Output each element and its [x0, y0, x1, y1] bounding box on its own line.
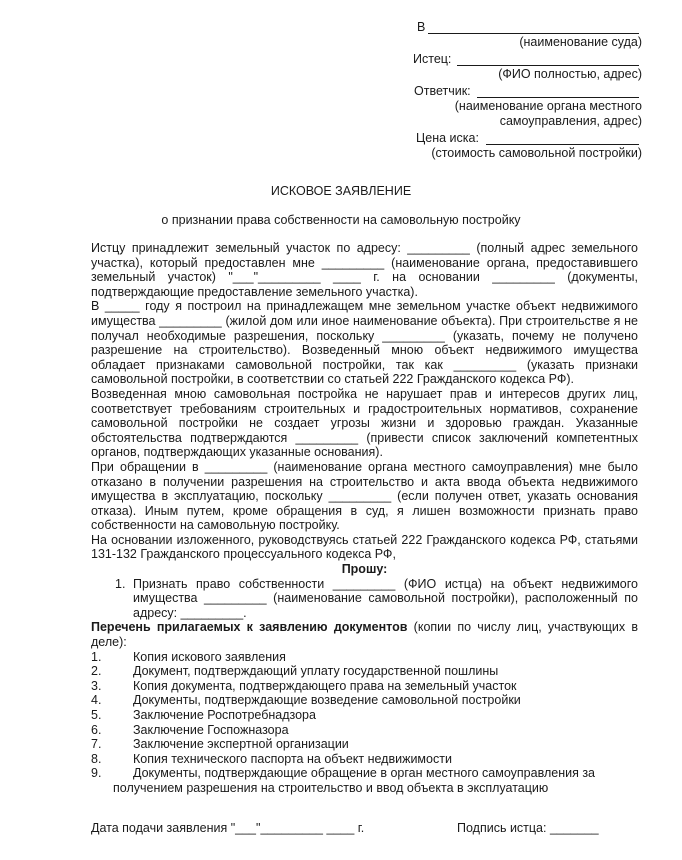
- paragraph-land: Истцу принадлежит земельный участок по адресу: _________ (полный адрес земельного участка), который предоставлен мне _________ (наименование органа, предоставившего земельный участок) "___"_________ ____ г. на основании _________ (документы, подтверждающие предоставление земельного участка).: [91, 241, 638, 299]
- paragraph-refusal: При обращении в _________ (наименование органа местного самоуправления) мне было отказано в получении разрешения на строительство и акта ввода объекта недвижимого имущества в эксплуатацию, поскольку _________ (если получен ответ, указать основания отказа). Иным путем, кроме обращения в суд, я лишен возможности признать право собственности на самовольную постройку.: [91, 459, 638, 533]
- document-number: 1.: [91, 649, 102, 664]
- paragraph-construction: В _____ году я построил на принадлежащем мне земельном участке объект недвижимого имущества _________ (жилой дом или иное наименование объекта). При строительстве я не получал необходимые разрешения, поскольку _________ (указать, почему не получено разрешение на строительство). Возведенный мною объект недвижимого имущества обладает признаками самовольной постройки, так как _________ (указать признаки самовольной постройки, в соответствии со статьей 222 Гражданского кодекса РФ).: [91, 299, 638, 387]
- document-item: [91, 766, 638, 795]
- document-number: 2.: [91, 664, 102, 679]
- addressee-block: [400, 20, 642, 161]
- document-text: Документы, подтверждающие обращение в орган местного самоуправления за: [133, 766, 595, 781]
- document-item: [91, 693, 638, 708]
- document-item: [91, 752, 638, 767]
- claim-price-label: Цена иска:: [416, 131, 479, 145]
- paragraph-compliance: Возведенная мною самовольная постройка не нарушает прав и интересов других лиц, соответствует требованиям строительных и градостроительных нормативов, сохранение самовольной постройки не создает угрозы жизни и здоровью граждан. Указанные обстоятельства подтверждаются _________ (привести список заключений компетентных органов, подтверждающих указанные основания).: [91, 386, 638, 460]
- defendant-row: [400, 84, 642, 99]
- document-number: 6.: [91, 722, 102, 737]
- court-note: (наименование суда): [519, 35, 642, 49]
- document-text: Копия документа, подтверждающего права на земельный участок: [133, 678, 517, 693]
- document-item: [91, 679, 638, 694]
- documents-heading: [91, 620, 638, 649]
- documents-heading-bold: Перечень прилагаемых к заявлению документов: [91, 620, 408, 635]
- document-number: 7.: [91, 737, 102, 752]
- filing-date: Дата подачи заявления "___"_________ ____ г.: [91, 821, 365, 835]
- signature-footer: [91, 821, 611, 837]
- court-field[interactable]: [428, 33, 639, 34]
- documents-heading-rest: (копии по числу лиц, участвующих в деле):: [91, 620, 638, 650]
- document-text: Заключение экспертной организации: [133, 737, 349, 752]
- plaintiff-field[interactable]: [457, 65, 639, 66]
- claim-text: Признать право собственности _________ (ФИО истца) на объект недвижимого имущества _________ (наименование самовольной постройки), расположенный по адресу: _________.: [133, 576, 638, 620]
- document-item: [91, 650, 638, 665]
- plaintiff-note: (ФИО полностью, адрес): [498, 67, 642, 81]
- claim-price-note: (стоимость самовольной постройки): [431, 146, 642, 160]
- document-item: [91, 708, 638, 723]
- document-text: Документы, подтверждающие возведение самовольной постройки: [133, 693, 521, 708]
- claim-price-field[interactable]: [486, 144, 639, 145]
- claim-number: 1.: [115, 576, 126, 591]
- document-number: 9.: [91, 766, 102, 781]
- defendant-note-2: самоуправления, адрес): [499, 114, 642, 128]
- request-heading: Прошу:: [341, 562, 388, 577]
- document-text: Заключение Госпожназора: [133, 722, 289, 737]
- plaintiff-label: Истец:: [413, 52, 452, 66]
- claim-price-row: [400, 131, 642, 146]
- document-text: Документ, подтверждающий уплату государственной пошлины: [133, 664, 499, 679]
- document-number: 5.: [91, 708, 102, 722]
- document-text: Заключение Роспотребнадзора: [133, 708, 316, 722]
- claim-item: [91, 577, 638, 621]
- document-text-continuation: получением разрешения на строительство и ввод объекта в эксплуатацию: [113, 780, 549, 795]
- document-number: 3.: [91, 678, 102, 693]
- defendant-field[interactable]: [477, 97, 639, 98]
- document-item: [91, 737, 638, 752]
- defendant-label: Ответчик:: [414, 84, 471, 98]
- document-number: 4.: [91, 693, 102, 708]
- plaintiff-row: [400, 52, 642, 67]
- document-text: Копия технического паспорта на объект недвижимости: [133, 751, 452, 766]
- paragraph-legal-basis: На основании изложенного, руководствуясь статьей 222 Гражданского кодекса РФ, статьями 131-132 Гражданского процессуального кодекса РФ,: [91, 532, 638, 562]
- document-number: 8.: [91, 751, 102, 766]
- document-text: Копия искового заявления: [133, 649, 286, 664]
- document-item: [91, 723, 638, 738]
- document-subtitle: о признании права собственности на самовольную постройку: [161, 213, 521, 227]
- document-item: [91, 664, 638, 679]
- document-title: ИСКОВОЕ ЗАЯВЛЕНИЕ: [270, 184, 412, 198]
- document-body: [91, 241, 638, 796]
- defendant-note-1: (наименование органа местного: [454, 99, 642, 113]
- plaintiff-signature: Подпись истца: _______: [457, 821, 599, 835]
- court-label: В: [417, 20, 426, 34]
- court-row: [400, 20, 642, 35]
